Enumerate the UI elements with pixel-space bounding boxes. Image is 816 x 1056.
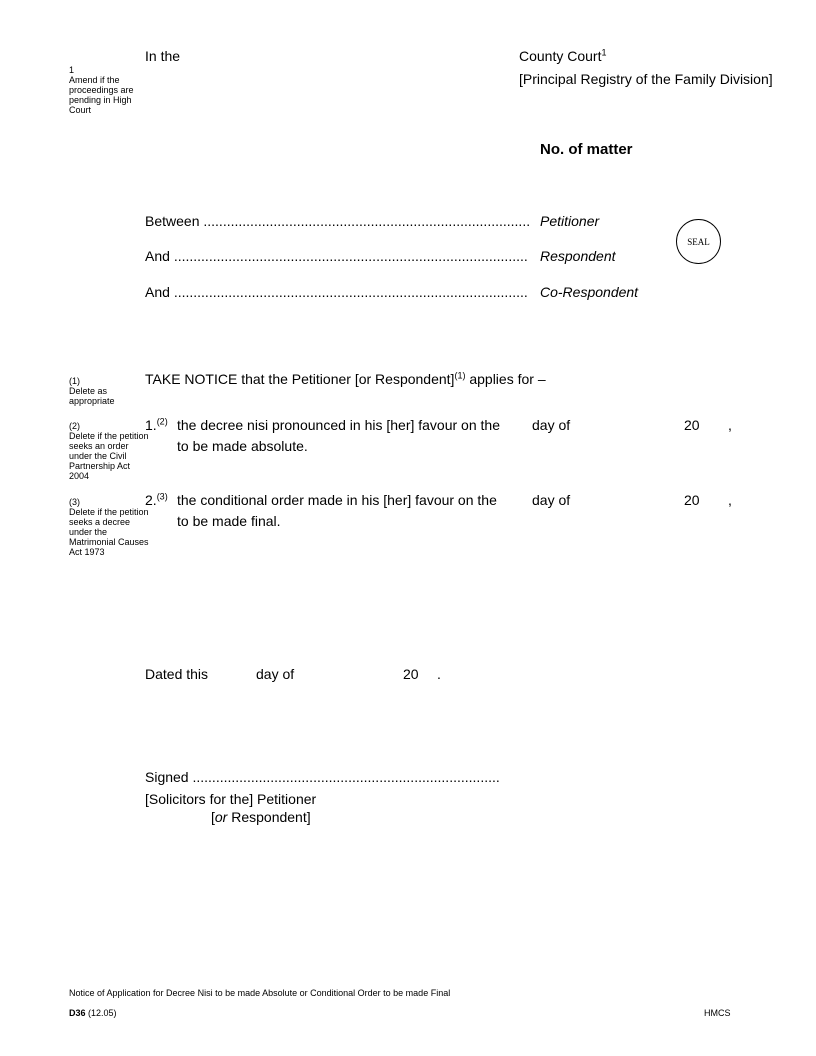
item-1-day-of: day of (532, 417, 571, 433)
margin-note-2-number: (1) (69, 376, 80, 386)
notice-statement (145, 370, 546, 388)
county-court-note-ref: 1 (601, 47, 607, 58)
margin-note-3-number: (2) (69, 421, 80, 431)
in-the-label: In the (145, 48, 181, 64)
margin-note-4-text: Delete if the petition seeks a decree under the Matrimonial Causes Act 1973 (69, 507, 149, 557)
notice-suffix: applies for – (465, 371, 546, 387)
item-1-line-1: the decree nisi pronounced in his [her] favour on the (177, 417, 500, 433)
party-prefix: And (145, 284, 170, 300)
form-title: Notice of Application for Decree Nisi to be made Absolute or Conditional Order to be made Final (69, 988, 451, 998)
dated-day-of: day of (256, 666, 295, 682)
item-1-number (145, 416, 168, 434)
party-role-co-respondent: Co-Respondent (540, 284, 639, 300)
item-1-year: 20 (684, 417, 700, 433)
dated-label: Dated this (145, 666, 209, 682)
item-number: 1. (145, 417, 157, 433)
margin-note-1 (69, 65, 149, 115)
court-seal (676, 219, 721, 264)
signature-dots[interactable]: ............................................................................... (192, 769, 500, 785)
margin-note-3 (69, 421, 149, 481)
item-2-line-1: the conditional order made in his [her] favour on the (177, 492, 497, 508)
item-1-line-2: to be made absolute. (177, 438, 308, 454)
item-2-number (145, 491, 168, 509)
party-prefix: And (145, 248, 170, 264)
party-dots[interactable]: .................................................................................... (203, 213, 531, 229)
dated-year: 20 (403, 666, 419, 682)
signed-label: Signed (145, 769, 189, 785)
party-role-petitioner: Petitioner (540, 213, 600, 229)
item-1-comma: , (728, 417, 732, 433)
signatory-role-line: [Solicitors for the] Petitioner (145, 791, 317, 807)
item-ref: (3) (156, 491, 168, 502)
margin-note-2-text: Delete as appropriate (69, 386, 115, 406)
party-dots[interactable]: ........................................................................................... (173, 248, 528, 264)
signatory-alt-rest: Respondent] (227, 809, 311, 825)
signed-line[interactable] (145, 768, 500, 786)
margin-note-4-number: (3) (69, 497, 80, 507)
matter-number-label: No. of matter (540, 141, 633, 158)
item-2-line-2: to be made final. (177, 513, 281, 529)
margin-note-3-text: Delete if the petition seeks an order under the Civil Partnership Act 2004 (69, 431, 149, 481)
margin-note-4 (69, 497, 149, 557)
seal-label: SEAL (687, 236, 710, 247)
notice-ref: (1) (454, 370, 466, 381)
county-court-label (519, 47, 607, 65)
item-2-day-of: day of (532, 492, 571, 508)
party-role-respondent: Respondent (540, 248, 616, 264)
form-date: (12.05) (85, 1008, 117, 1018)
notice-text: TAKE NOTICE that the Petitioner [or Respondent] (145, 371, 455, 387)
item-2-year: 20 (684, 492, 700, 508)
margin-note-2 (69, 376, 149, 406)
party-prefix: Between (145, 213, 200, 229)
party-line-co-respondent[interactable] (145, 283, 528, 301)
margin-note-1-text: Amend if the proceedings are pending in High Court (69, 75, 134, 115)
party-dots[interactable]: ........................................................................................... (173, 284, 528, 300)
registry-label: [Principal Registry of the Family Division] (519, 71, 773, 87)
item-ref: (2) (156, 416, 168, 427)
item-2-comma: , (728, 492, 732, 508)
or-text: or (214, 809, 228, 825)
signatory-alt-line (211, 808, 311, 826)
county-court-text: County Court (519, 48, 602, 64)
form-code-line (69, 1008, 117, 1018)
bracket-open: [ (211, 809, 215, 825)
dated-period: . (437, 666, 441, 682)
party-line-petitioner[interactable] (145, 212, 530, 230)
margin-note-1-number: 1 (69, 65, 75, 75)
item-number: 2. (145, 492, 157, 508)
party-line-respondent[interactable] (145, 247, 528, 265)
organisation-label: HMCS (704, 1008, 731, 1018)
form-code: D36 (69, 1008, 86, 1018)
